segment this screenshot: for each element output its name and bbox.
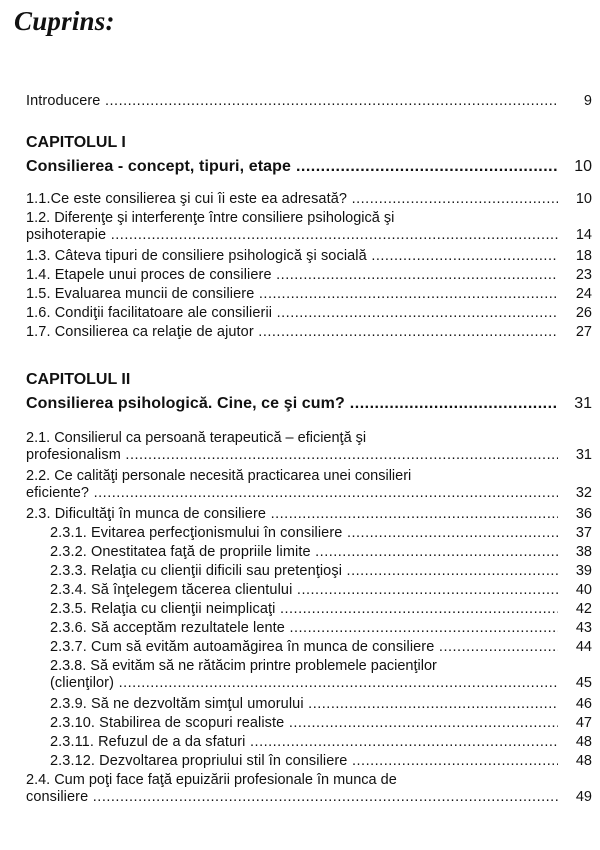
toc-entry-page: 14 (575, 227, 592, 243)
toc-entry-label: profesionalism (26, 447, 121, 463)
toc-entry[interactable] (26, 248, 592, 265)
toc-entry-page: 9 (583, 93, 592, 109)
toc-entry-label: 1.4. Etapele unui proces de consiliere (26, 267, 272, 283)
toc-entry-page: 45 (575, 675, 592, 691)
toc-entry-page: 26 (575, 305, 592, 321)
toc-entry-label: 2.3. Dificultăţi în munca de consiliere (26, 506, 267, 522)
toc-entry[interactable] (26, 506, 592, 523)
toc-entry-label: 2.3.9. Să ne dezvoltăm simţul umorului (50, 696, 304, 712)
toc-entry[interactable] (26, 267, 592, 284)
toc-entry-page: 48 (575, 734, 592, 750)
toc-entry[interactable] (50, 639, 592, 656)
chapter-title-entry[interactable] (26, 394, 592, 414)
toc-entry-page: 46 (575, 696, 592, 712)
toc-entry-page: 47 (575, 715, 592, 731)
toc-entry-page: 42 (575, 601, 592, 617)
chapter-heading: CAPITOLUL I (26, 134, 126, 151)
toc-entry[interactable] (50, 696, 592, 713)
toc-entry[interactable] (26, 305, 592, 322)
toc-entry-label: 2.3.6. Să acceptăm rezultatele lente (50, 620, 285, 636)
toc-entry-label: 1.6. Condiţii facilitatoare ale consilierii (26, 305, 273, 321)
toc-entry-page: 44 (575, 639, 592, 655)
toc-entry-label-line1: 2.4. Cum poţi face faţă epuizării profesionale în munca de (26, 772, 397, 788)
toc-entry-label: 2.3.4. Să înţelegem tăcerea clientului (50, 582, 293, 598)
toc-entry-page: 31 (574, 395, 592, 412)
toc-entry[interactable] (50, 715, 592, 732)
toc-entry[interactable] (26, 210, 592, 244)
toc-entry-page: 23 (575, 267, 592, 283)
toc-entry[interactable] (50, 582, 592, 599)
toc-entry-label: (clienţilor) (50, 675, 115, 691)
toc-entry-label: 2.3.1. Evitarea perfecţionismului în consiliere (50, 525, 343, 541)
toc-entry[interactable] (26, 191, 592, 208)
toc-entry[interactable] (50, 753, 592, 770)
toc-entry[interactable] (26, 468, 592, 502)
toc-entry-label-line1: 2.3.8. Să evităm să ne rătăcim printre problemele pacienţilor (50, 658, 437, 674)
toc-entry-page: 10 (575, 191, 592, 207)
toc-entry-label: 2.3.5. Relaţia cu clienţii neimplicaţi (50, 601, 276, 617)
toc-entry-page: 48 (575, 753, 592, 769)
toc-entry[interactable] (26, 772, 592, 806)
toc-entry-label-line1: 2.2. Ce calităţi personale necesită practicarea unei consilieri (26, 468, 412, 484)
toc-entry-label: 1.1.Ce este consilierea şi cui îi este ea adresată? (26, 191, 348, 207)
toc-entry-page: 31 (575, 447, 592, 463)
toc-entry-page: 36 (575, 506, 592, 522)
chapter-title-entry[interactable] (26, 157, 592, 177)
toc-entry[interactable] (26, 430, 592, 464)
toc-entry-label: 2.3.2. Onestitatea faţă de propriile limite (50, 544, 311, 560)
toc-entry-page: 40 (575, 582, 592, 598)
toc-entry-page: 38 (575, 544, 592, 560)
toc-entry-page: 18 (575, 248, 592, 264)
toc-entry-page: 24 (575, 286, 592, 302)
toc-entry-label: 2.3.12. Dezvoltarea propriului stil în consiliere (50, 753, 348, 769)
toc-entry-label-line1: 2.1. Consilierul ca persoană terapeutică – eficienţă şi (26, 430, 367, 446)
toc-entry-label: consiliere (26, 789, 89, 805)
toc-entry-page: 32 (575, 485, 592, 501)
toc-entry[interactable] (50, 658, 592, 692)
toc-entry-label: 2.3.7. Cum să evităm autoamăgirea în munca de consiliere (50, 639, 435, 655)
toc-entry[interactable] (50, 620, 592, 637)
chapter-title: Consilierea - concept, tipuri, etape (26, 158, 291, 175)
toc-entry[interactable] (26, 324, 592, 341)
toc-entry-page: 27 (575, 324, 592, 340)
toc-entry-intro[interactable] (26, 93, 592, 110)
toc-entry[interactable] (50, 601, 592, 618)
toc-entry[interactable] (50, 525, 592, 542)
toc-entry-label: 2.3.10. Stabilirea de scopuri realiste (50, 715, 285, 731)
toc-entry-label: 1.7. Consilierea ca relaţie de ajutor (26, 324, 254, 340)
toc-entry[interactable] (50, 544, 592, 561)
toc-entry-page: 10 (574, 158, 592, 175)
toc-entry[interactable] (26, 286, 592, 303)
toc-entry-page: 49 (575, 789, 592, 805)
chapter-heading: CAPITOLUL II (26, 371, 131, 388)
page-title: Cuprins: (14, 6, 115, 36)
toc-entry-label: eficiente? (26, 485, 90, 501)
toc-entry-label: psihoterapie (26, 227, 107, 243)
chapter-title: Consilierea psihologică. Cine, ce şi cum? (26, 395, 345, 412)
toc-entry-label: 1.5. Evaluarea muncii de consiliere (26, 286, 255, 302)
toc-entry-page: 43 (575, 620, 592, 636)
toc-entry-label: 2.3.3. Relaţia cu clienţii dificili sau pretenţioşi (50, 563, 343, 579)
toc-entry-label: 1.3. Câteva tipuri de consiliere psihologică şi socială (26, 248, 367, 264)
toc-entry-page: 39 (575, 563, 592, 579)
toc-entry-page: 37 (575, 525, 592, 541)
toc-entry[interactable] (50, 734, 592, 751)
toc-entry[interactable] (50, 563, 592, 580)
toc-entry-label: 2.3.11. Refuzul de a da sfaturi (50, 734, 246, 750)
toc-entry-label: Introducere (26, 93, 101, 109)
toc-entry-label-line1: 1.2. Diferenţe şi interferenţe între consiliere psihologică şi (26, 210, 395, 226)
